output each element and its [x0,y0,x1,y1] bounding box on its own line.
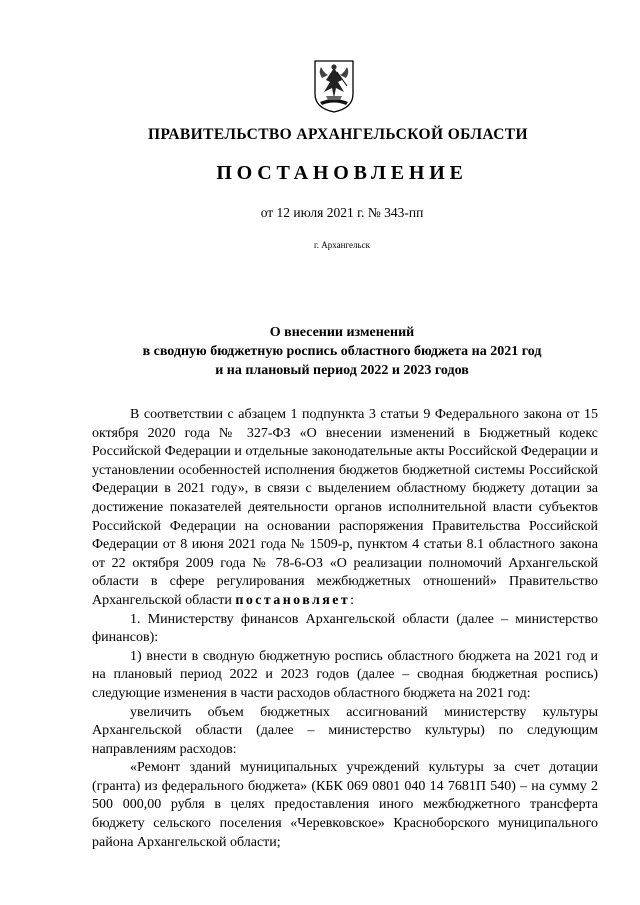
preamble-paragraph [92,406,598,611]
document-type-title: ПОСТАНОВЛЕНИЕ [216,162,468,184]
coat-of-arms-icon [312,58,356,114]
decree-date-number: от 12 июля 2021 г. № 343-пп [260,205,424,220]
subject-line: О внесении изменений [269,325,415,340]
preamble-text: В соответствии с абзацем 1 подпункта 3 статьи 9 Федерального закона от 15 октября 2020 года № 327-ФЗ «О внесении изменений в Бюджетный кодекс Российской Федерации и отдельные законодательные акты Российской Федерации и установлении особенностей исполнения бюджетов бюджетной системы Российской Федерации в 2021 году», в связи с выделением областному бюджету дотации за достижение показателей деятельности органов исполнительной власти субъектов Российской Федерации на основании распоряжения Правительства Российской Федерации от 8 июня 2021 года № 1509-р, пунктом 4 статьи 8.1 областного закона от 22 октября 2009 года № 78-6-ОЗ «О реализации полномочий Архангельской области в сфере регулирования межбюджетных отношений» Правительство Архангельской области [92,407,598,608]
decree-keyword: постановляет [235,592,351,608]
clause-paragraph: «Ремонт зданий муниципальных учреждений культуры за счет дотации (гранта) из федерального бюджета» (КБК 069 0801 040 14 7681П 540) – на сумму 2 500 000,00 рубля в целях предоставления иного межбюджетного трансферта бюджету сельского поселения «Черевковское» Красноборского муниципального района Архангельской области; [92,760,598,850]
city-name: г. Архангельск [314,240,370,250]
decree-body [92,406,598,852]
clause-paragraph: 1. Министерству финансов Архангельской области (далее – министерство финансов): [92,611,598,646]
clause-paragraph: 1) внести в сводную бюджетную роспись областного бюджета на 2021 год и на плановый период 2022 и 2023 годов (далее – сводная бюджетная роспись) следующие изменения в части расходов областного бюджета на 2021 год: [92,648,598,701]
clause-paragraph: увеличить объем бюджетных ассигнований министерству культуры Архангельской области (далее – министерство культуры) по следующим направлениям расходов: [92,704,598,757]
preamble-end: : [350,592,355,608]
government-title: ПРАВИТЕЛЬСТВО АРХАНГЕЛЬСКОЙ ОБЛАСТИ [147,126,528,143]
subject-line: в сводную бюджетную роспись областного бюджета на 2021 год [142,344,542,359]
subject-line: и на плановый период 2022 и 2023 годов [215,363,469,378]
decree-subject [0,323,640,380]
